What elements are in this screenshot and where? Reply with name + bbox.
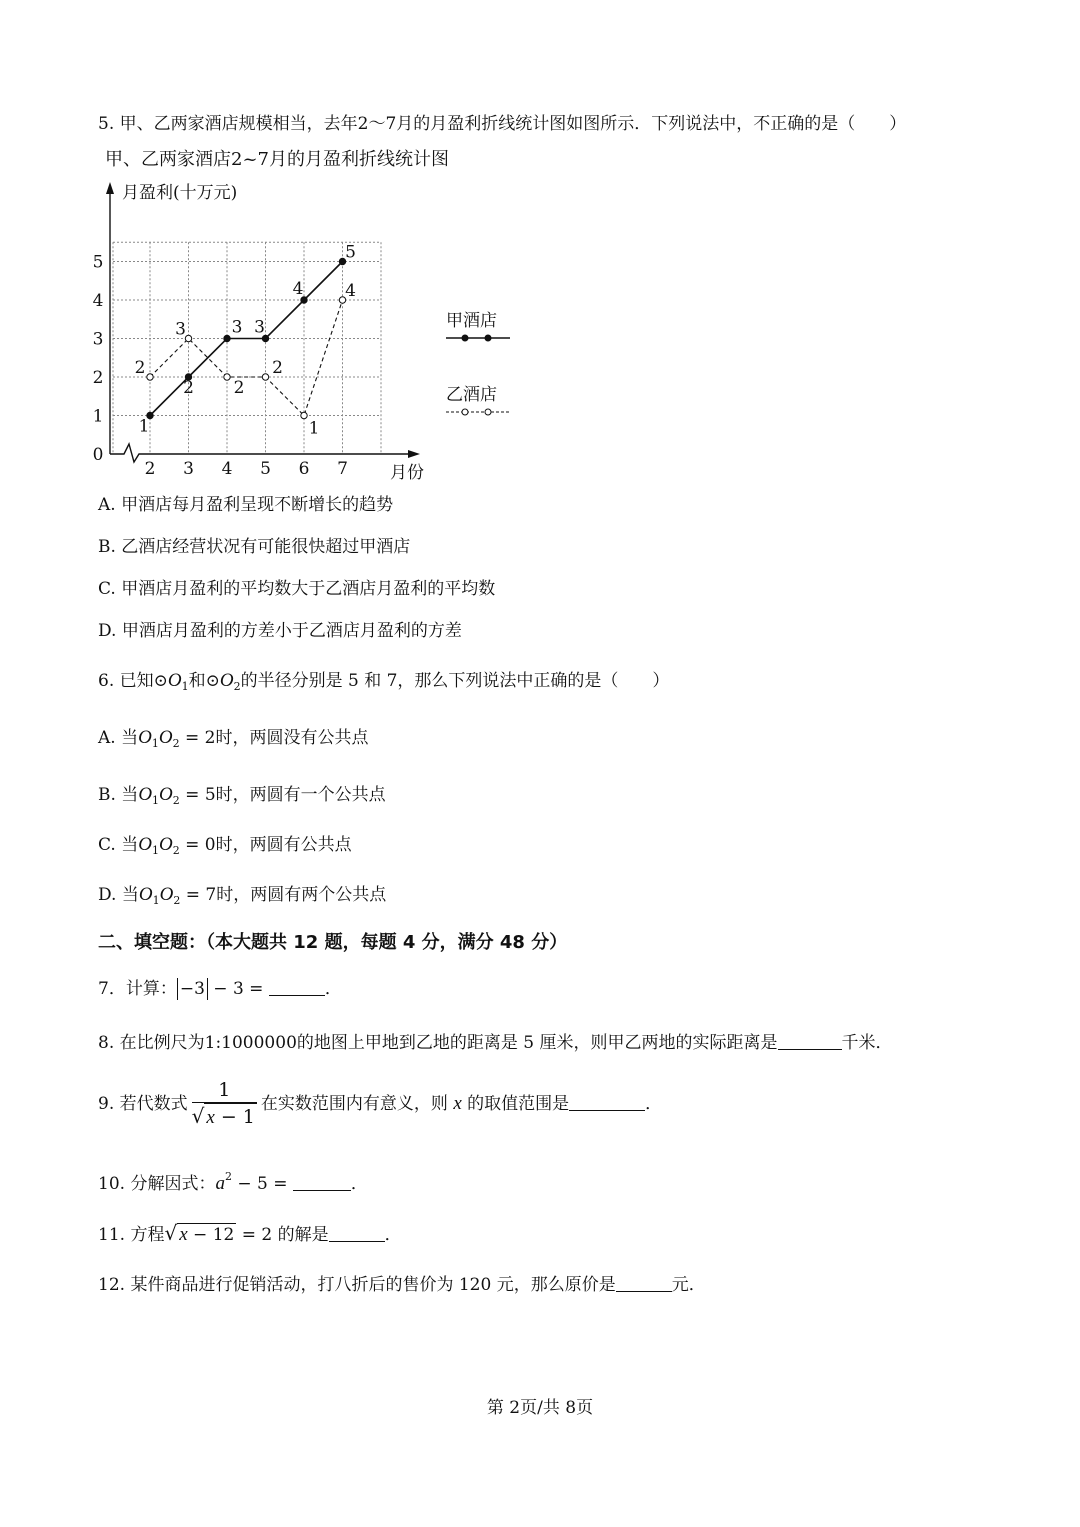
data-label-0: 5 (345, 242, 356, 263)
q7-blank[interactable] (269, 979, 325, 996)
q6-option-d-value: 7 (205, 885, 217, 905)
data-label-1: 2 (233, 378, 245, 398)
q6-option-d-label: D. 当 (98, 885, 139, 905)
q11-blank[interactable] (329, 1225, 385, 1242)
legend-label-1: 乙酒店 (446, 385, 497, 405)
y-axis-label: 月盈利(十万元) (122, 183, 238, 203)
q8-blank[interactable] (778, 1033, 842, 1050)
q6-option-c-value: 0 (204, 835, 216, 855)
q6-option-c-text: 时，两圆有公共点 (215, 835, 352, 855)
q9-prefix: 9. 若代数式 (98, 1094, 188, 1114)
data-label-0: 3 (254, 317, 265, 338)
q9-blank[interactable] (569, 1094, 645, 1111)
q9-var: x (453, 1093, 462, 1114)
q12-text: 12. 某件商品进行促销活动，打八折后的售价为 120 元，那么原价是 (98, 1275, 616, 1295)
q6-stem: 6. 已知$⊙O_1$和$⊙O_2$的半径分别是 5 和 7，那么下列说法中正确的是（ ） (98, 670, 670, 693)
q12 (98, 1274, 706, 1296)
x-tick-label: 2 (144, 459, 156, 479)
q10: 10. 分解因式：$a^2 - 5$ = ． (98, 1170, 368, 1194)
q6-option-d: D. 当$O_1O_2 = 7$时，两圆有两个公共点 (98, 884, 387, 907)
q5-option-d: D. 甲酒店月盈利的方差小于乙酒店月盈利的方差 (98, 621, 462, 641)
page-footer: 第 2页/共 8页 (486, 1398, 594, 1418)
q6-option-a-value: 2 (204, 728, 216, 748)
q8-ratio: 1:1000000 (204, 1033, 297, 1053)
q12-blank[interactable] (616, 1275, 672, 1292)
q6-option-a-label: A. 当 (98, 728, 139, 748)
q6-option-b-text: 时，两圆有一个公共点 (215, 785, 386, 805)
data-point-1 (224, 374, 230, 380)
q11-end: ． (384, 1225, 402, 1245)
q9-end: ． (645, 1094, 663, 1114)
y-tick-label: 2 (92, 368, 104, 388)
q6-option-b: B. 当$O_1O_2 = 5$时，两圆有一个公共点 (98, 784, 386, 807)
data-point-1 (301, 412, 307, 418)
series-line-1 (150, 300, 343, 416)
q6-suffix: 的半径分别是 5 和 7，那么下列说法中正确的是（ ） (240, 671, 670, 691)
legend-marker-1 (485, 409, 491, 415)
q9-fraction: $\frac{1}{√ x - 1}$ (192, 1078, 257, 1131)
y-tick-label: 0 (92, 445, 104, 465)
data-label-1: 2 (134, 358, 146, 378)
q9 (98, 1078, 662, 1131)
q11-suffix: 的解是 (277, 1225, 329, 1245)
q6-option-b-label: B. 当 (98, 785, 139, 805)
y-tick-label: 1 (92, 406, 104, 427)
x-tick-label: 7 (337, 459, 348, 479)
data-label-1: 2 (272, 358, 283, 378)
q5-stem: 5. 甲、乙两家酒店规模相当，去年2～7月的月盈利折线统计图如图所示．下列说法中，不正确的是（ ） (98, 114, 907, 134)
y-axis-arrow (106, 182, 114, 194)
q6-option-c: C. 当$O_1O_2 = 0$时，两圆有公共点 (98, 834, 352, 857)
q10-suffix: ． (350, 1174, 368, 1194)
q7: 7．计算： −3 − 3 = ． (98, 979, 342, 999)
x-tick-label: 4 (221, 459, 233, 479)
legend-marker-0 (462, 335, 468, 341)
q6-option-b-value: 5 (204, 785, 216, 805)
legend-marker-0 (485, 335, 491, 341)
x-axis-arrow (408, 450, 420, 458)
data-point-1 (262, 374, 268, 380)
q8-text1: 8. 在比例尺为 (98, 1033, 205, 1053)
chart-title: 甲、乙两家酒店2~7月的月盈利折线统计图 (105, 149, 449, 170)
q6-option-d-text: 时，两圆有两个公共点 (216, 885, 387, 905)
data-label-0: 2 (183, 378, 194, 398)
q9-mid: 在实数范围内有意义，则 (260, 1094, 448, 1114)
data-label-0: 1 (138, 416, 150, 437)
q9-suffix: 的取值范围是 (467, 1094, 570, 1114)
legend-marker-1 (462, 409, 468, 415)
q7-suffix: ． (324, 979, 342, 999)
x-axis-label: 月份 (390, 463, 424, 483)
q6-prefix: 6. 已知 (98, 671, 154, 691)
x-tick-label: 5 (260, 459, 271, 479)
data-label-1: 1 (308, 418, 320, 439)
q6-option-a: A. 当$O_1O_2 = 2$时，两圆没有公共点 (98, 727, 369, 750)
q12-end: 元． (671, 1275, 706, 1295)
q6-mid: 和 (188, 671, 206, 691)
q8 (98, 1032, 893, 1054)
y-tick-label: 5 (92, 252, 104, 273)
q8-text3: 千米． (841, 1033, 893, 1053)
data-point-1 (185, 335, 191, 341)
y-tick-label: 4 (92, 291, 104, 311)
q5-option-c: C. 甲酒店月盈利的平均数大于乙酒店月盈利的平均数 (98, 579, 496, 599)
legend-label-0: 甲酒店 (446, 311, 497, 331)
data-point-0 (224, 335, 230, 341)
y-tick-label: 3 (92, 329, 104, 350)
data-label-1: 3 (175, 319, 186, 340)
q9-numerator: 1 (192, 1078, 257, 1103)
q7-prefix: 7．计算： (98, 979, 177, 999)
q6-option-c-label: C. 当 (98, 835, 139, 855)
q10-blank[interactable] (293, 1174, 351, 1191)
q5-line-chart (88, 178, 528, 488)
q11-prefix: 11. 方程 (98, 1225, 165, 1245)
data-label-0: 3 (231, 317, 243, 338)
data-point-1 (147, 374, 153, 380)
q6-option-a-text: 时，两圆没有公共点 (215, 728, 369, 748)
section2-title: 二、填空题：（本大题共 12 题，每题 4 分，满分 48 分） (98, 932, 568, 953)
x-tick-label: 6 (298, 459, 310, 479)
data-label-0: 4 (292, 279, 304, 299)
q11: 11. 方程√ x − 12 = 2 的解是 ． (98, 1221, 402, 1245)
data-label-1: 4 (345, 281, 356, 301)
q8-text2: 的地图上甲地到乙地的距离是 5 厘米，则甲乙两地的实际距离是 (296, 1033, 778, 1053)
q5-option-a: A. 甲酒店每月盈利呈现不断增长的趋势 (98, 495, 394, 515)
x-tick-label: 3 (183, 459, 194, 479)
q10-prefix: 10. 分解因式： (98, 1174, 216, 1194)
q5-option-b: B. 乙酒店经营状况有可能很快超过甲酒店 (98, 537, 411, 557)
